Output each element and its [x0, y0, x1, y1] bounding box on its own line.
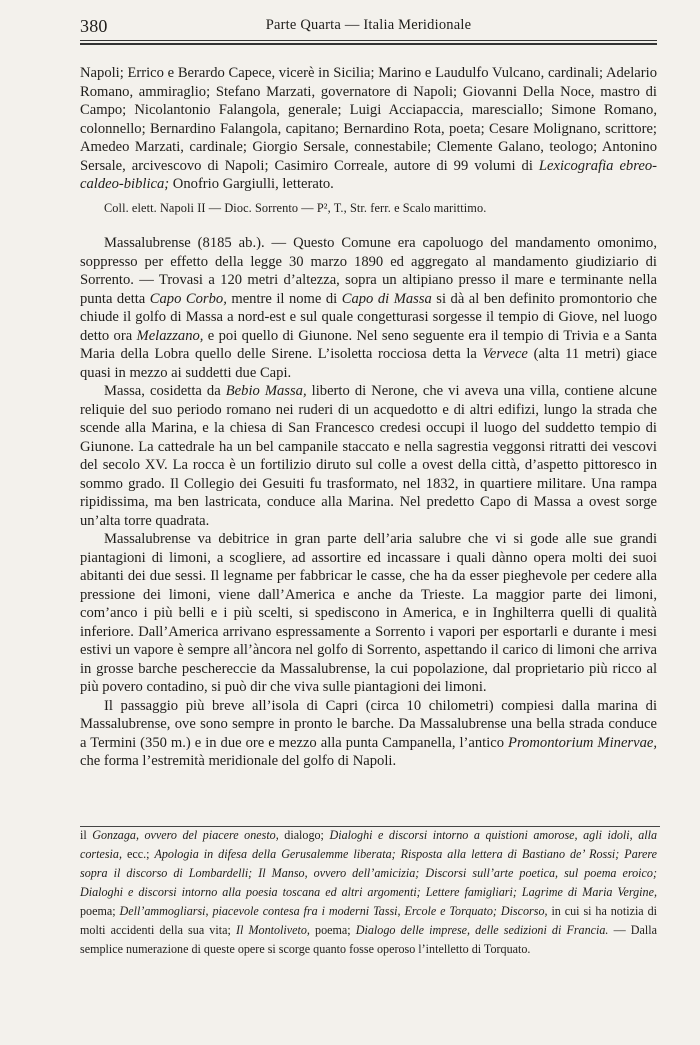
paragraph-massa	[80, 382, 657, 530]
italic-title: Dialogo delle imprese, delle sedizioni di Francia.	[355, 923, 609, 937]
text-run: ecc.;	[122, 847, 155, 861]
text-run: liberto di Nerone, che vi aveva una villa, contiene alcune reliquie del suo periodo romano nei ruderi di un acquedotto e di altri edifizi, lungo la strada che scende alla Marina, e la chiesa di San Francesco credesi occupi il luogo del suddetto tempio di Giunone. La cattedrale ha un bel campanile staccato e nella sagrestia veggonsi ritratti dei vescovi del secolo XV. La rocca è un fortilizio diruto sul colle a ovest della città, d’aspetto pittoresco in sommo grado. Il Collegio dei Gesuiti fu trasformato, nel 1832, in quartiere militare. Una rampa ripidissima, ma ben lastricata, conduce alla Marina. Nel predetto Capo di Massa a ovest sorge un’alta torre quadrata.	[80, 383, 657, 529]
header-rule-thin	[80, 40, 657, 41]
text-run: — Dalla semplice numerazione di queste opere si scorge quanto fosse operoso l’intelletto di Torquato.	[80, 923, 657, 956]
text-run: Massa, cosidetta da	[104, 383, 226, 399]
text-run: che forma l’estremità meridionale del golfo di Napoli.	[80, 753, 397, 769]
italic-title: Gonzaga, ovvero del piacere onesto,	[92, 828, 279, 842]
text-run: mentre il nome di	[226, 290, 342, 307]
page-number: 380	[80, 16, 108, 36]
italic-title: Lexicografia ebreo-caldeo-biblica;	[80, 157, 657, 192]
italic-place: Capo Corbo,	[149, 290, 227, 307]
italic-title: Il Montoliveto,	[235, 923, 310, 937]
footnote-text	[80, 826, 657, 959]
text-run: poema;	[309, 923, 356, 937]
running-title: Parte Quarta — Italia Meridionale	[265, 17, 472, 33]
text-run: e poi quello di Giunone. Nel seno seguente era il tempio di Trivia e a Santa Maria della Lobra quello delle Sirene. L’isoletta rocciosa detta la	[80, 327, 657, 362]
italic-place: Promontorium Minervae,	[508, 734, 657, 751]
footnote	[80, 826, 657, 959]
header-rule-thick	[80, 43, 657, 45]
text-run: Napoli; Errico e Berardo Capece, vicerè in Sicilia; Marino e Laudulfo Vulcano, cardinali; Adelario Romano, ammiraglio; Stefano Marzati, governatore di Napoli; Giovanni Della Noce, mastro di Campo; Nicolantonio Falangola, generale; Luigi Acciapaccia, maresciallo; Simone Romano, colonnello; Bernardino Falangola, capitano; Bernardino Rota, poeta; Cesare Molignano, scrittore; Amedeo Marzati, cardinale; Giorgio Sersale, connestabile; Clemente Galano, teologo; Antonino Sersale, arcivescovo di Napoli; Casimiro Correale, autore di 99 volumi di	[80, 65, 657, 174]
italic-name: Bebio Massa,	[225, 383, 307, 399]
text-run: Massalubrense (8185 ab.). — Questo Comune era capoluogo del mandamento omonimo, soppresso per effetto della legge 30 marzo 1890 ed aggregato al mandamento giudiziario di Sorrento. — Trovasi a 120 metri d’altezza, sopra un altipiano presso il mare e terminante nella punta detta	[80, 235, 657, 307]
text-run: Il passaggio più breve all’isola di Capri (circa 10 chilometri) compiesi dalla marina di Massalubrense, ove sono sempre in pronto le barche. Da Massalubrense una bella strada conduce a Termini (350 m.) e in due ore e mezzo alla punta Campanella, l’antico	[80, 697, 657, 751]
italic-place: Vervece	[482, 346, 528, 362]
paragraph-capri	[80, 697, 657, 771]
text-run: poema;	[80, 904, 120, 918]
running-header	[80, 10, 657, 38]
text-run: il	[80, 828, 93, 842]
main-text	[80, 64, 657, 771]
paragraph-notables	[80, 64, 657, 194]
text-run: dialogo;	[278, 828, 330, 842]
electoral-note: Coll. elett. Napoli II — Dioc. Sorrento — P², T., Str. ferr. e Scalo marittimo.	[104, 200, 487, 215]
paragraph-massalubrense	[80, 234, 657, 382]
text-run: (alta 11 metri) giace quasi in mezzo ai suddetti due Capi.	[80, 346, 657, 381]
italic-place: Melazzano,	[136, 327, 204, 344]
italic-title: Dell’ammogliarsi, piacevole contesa fra i moderni Tassi, Ercole e Torquato; Discorso,	[119, 904, 548, 918]
text-run: Onofrio Gargiulli, letterato.	[169, 176, 334, 192]
text-run: si dà al ben definito promontorio che chiude il golfo di Massa a nord-est e sul quale congetturasi sorgesse il tempio di Giove, nel luogo detto ora	[80, 290, 657, 344]
italic-place: Capo di Massa	[341, 290, 432, 307]
paragraph-lemons: Massalubrense va debitrice in gran parte dell’aria salubre che vi si gode alle sue grandi piantagioni di limoni, a scogliere, ad assortire ed incassare i quali dànno opera molti dei suoi abitanti dei due sessi. Il legname per fabbricar le casse, che ha da esser pieghevole per cedere alla pressione dei limoni, viene dall’America e anche da Trieste. La maggior parte dei limoni, com’anco i più belli e i più scelti, si spediscono in America, e in Inghilterra quelli di qualità inferiore. Dall’America arrivano espressamente a Sorrento i vapori per esportarli e durante i mesi estivi un vapore è sempre all’àncora nel golfo di Sorrento, aspettando il carico di limoni che arriva in grosse barche peschereccie da Massalubrense, la cui popolazione, dal proprietario più ricco al più povero contadino, si può dir che viva sulle piantagioni dei limoni.	[80, 531, 657, 695]
text-run: in cui si ha notizia di molti accidenti della sua vita;	[80, 904, 657, 937]
italic-title: Dialoghi e discorsi intorno a quistioni amorose, agli idoli, alla cortesia,	[80, 828, 658, 861]
italic-title: Apologia in difesa della Gerusalemme liberata; Risposta alla lettera di Bastiano de’ Rossi; Parere sopra il discorso di Lombardelli; Il Manso, ovvero dell’amicizia; Discorsi sull’arte poetica, sul poema eroico; Dialoghi e discorsi intorno alla poesia toscana ed altri argomenti; Lettere famigliari; Lagrime di Maria Vergine,	[80, 847, 657, 899]
